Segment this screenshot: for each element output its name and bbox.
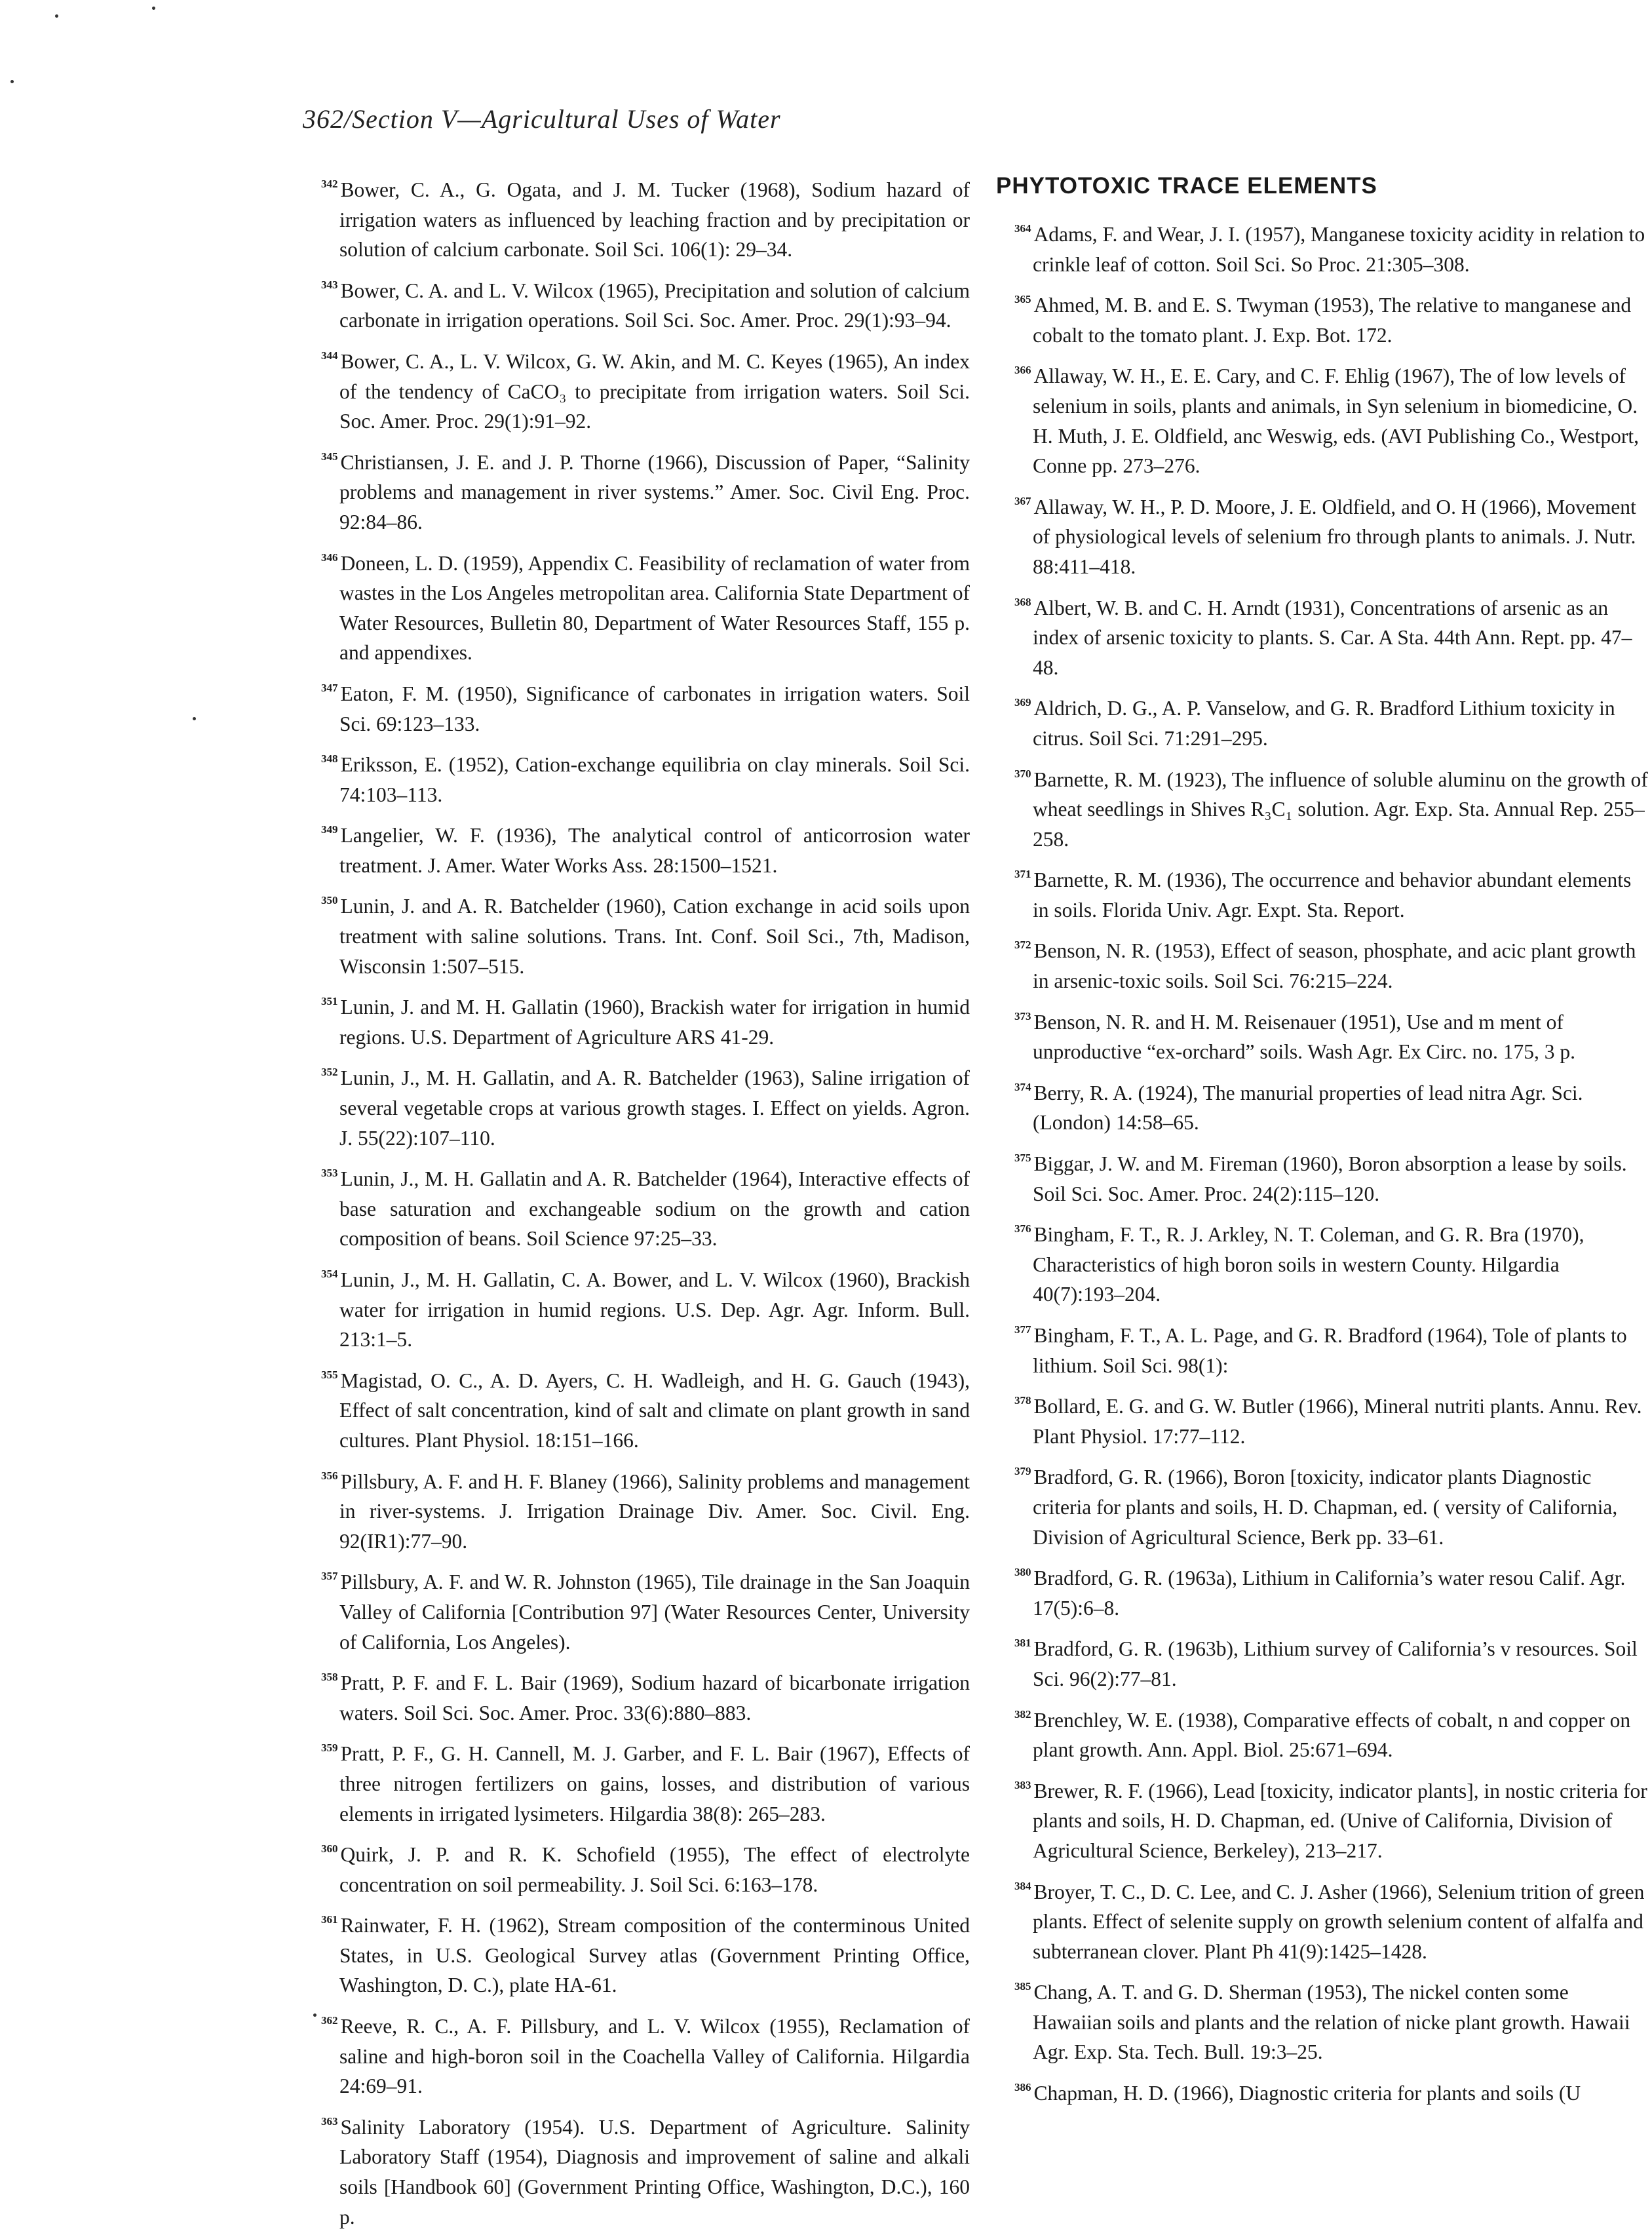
reference-text: Barnette, R. M. (1923), The influence of soluble aluminu on the growth of wheat seedlings in Shives R₃C₁ solution. Agr. Exp. Sta. Annual Rep. 255–258. bbox=[1033, 768, 1648, 851]
reference-number: 363 bbox=[321, 2114, 338, 2128]
left-column bbox=[303, 169, 970, 2237]
reference-text: Aldrich, D. G., A. P. Vanselow, and G. R. Bradford Lithium toxicity in citrus. Soil Sci. 71:291–295. bbox=[1033, 697, 1615, 750]
reference-text: Pillsbury, A. F. and H. F. Blaney (1966), Salinity problems and management in river-systems. J. Irrigation Drainage Div. Amer. Soc. Civil. Eng. 92(IR1):77–90. bbox=[339, 1469, 970, 1553]
reference-number: 373 bbox=[1014, 1009, 1031, 1022]
reference-entry bbox=[1014, 1002, 1652, 1067]
reference-entry bbox=[321, 815, 970, 880]
reference-number: 366 bbox=[1014, 364, 1031, 377]
reference-text: Allaway, W. H., P. D. Moore, J. E. Oldfield, and O. H (1966), Movement of physiological levels of selenium fro through plants to animals. J. Nutr. 88:411–418. bbox=[1033, 495, 1636, 578]
reference-entry bbox=[321, 270, 970, 336]
reference-entry bbox=[321, 442, 970, 537]
reference-number: 344 bbox=[321, 349, 338, 362]
reference-number: 343 bbox=[321, 278, 338, 291]
reference-entry bbox=[321, 1733, 970, 1829]
reference-number: 385 bbox=[1014, 1980, 1031, 1993]
reference-entry bbox=[1014, 859, 1652, 925]
reference-entry bbox=[1014, 1700, 1652, 1765]
reference-entry bbox=[1014, 1557, 1652, 1623]
reference-entry bbox=[321, 673, 970, 739]
reference-number: 353 bbox=[321, 1167, 338, 1180]
reference-entry bbox=[321, 2107, 970, 2232]
reference-number: 350 bbox=[321, 894, 338, 907]
reference-entry bbox=[1014, 1770, 1652, 1866]
reference-number: 342 bbox=[321, 178, 338, 190]
reference-entry bbox=[1014, 1871, 1652, 1967]
reference-number: 371 bbox=[1014, 868, 1031, 881]
reference-text: Doneen, L. D. (1959), Appendix C. Feasibility of reclamation of water from wastes in the Los Angeles metropolitan area. California State Department of Water Resources, Bulletin 80, Department of Water Resources Staff, 155 p. and appendixes. bbox=[339, 551, 970, 665]
scan-speck bbox=[10, 80, 14, 83]
reference-entry bbox=[321, 341, 970, 437]
reference-number: 356 bbox=[321, 1469, 338, 1482]
reference-number: 354 bbox=[321, 1268, 338, 1280]
section-title: PHYTOTOXIC TRACE ELEMENTS bbox=[996, 173, 1377, 199]
reference-text: Lunin, J. and M. H. Gallatin (1960), Brackish water for irrigation in humid regions. U.S. Department of Agriculture ARS 41-29. bbox=[339, 996, 970, 1049]
reference-number: 348 bbox=[321, 752, 338, 766]
reference-number: 362 bbox=[321, 2014, 338, 2027]
reference-entry bbox=[1014, 930, 1652, 996]
reference-number: 351 bbox=[321, 995, 338, 1008]
reference-entry bbox=[321, 169, 970, 265]
reference-number: 360 bbox=[321, 1842, 338, 1856]
reference-entry bbox=[1014, 284, 1652, 350]
reference-number: 358 bbox=[321, 1671, 338, 1684]
reference-text: Albert, W. B. and C. H. Arndt (1931), Concentrations of arsenic as an index of arsenic toxicity to plants. S. Car. A Sta. 44th Ann. Rept. pp. 47–48. bbox=[1033, 596, 1632, 679]
reference-number: 369 bbox=[1014, 696, 1031, 709]
reference-text: Broyer, T. C., D. C. Lee, and C. J. Asher (1966), Selenium trition of green plants. Effect of selenite supply on growth selenium content of alfalfa and subterranean clover. Plant Ph 41(9):1425–1428. bbox=[1033, 1880, 1645, 1963]
reference-text: Ahmed, M. B. and E. S. Twyman (1953), The relative to manganese and cobalt to the tomato plant. J. Exp. Bot. 172. bbox=[1033, 294, 1632, 347]
reference-text: Magistad, O. C., A. D. Ayers, C. H. Wadleigh, and H. G. Gauch (1943), Effect of salt concentration, kind of salt and climate on plant growth in sand cultures. Plant Physiol. 18:151–166. bbox=[339, 1369, 970, 1452]
reference-number: 384 bbox=[1014, 1879, 1031, 1892]
reference-number: 379 bbox=[1014, 1465, 1031, 1478]
reference-entry bbox=[1014, 587, 1652, 683]
reference-number: 378 bbox=[1014, 1394, 1031, 1407]
reference-number: 382 bbox=[1014, 1707, 1031, 1721]
reference-entry bbox=[1014, 214, 1652, 279]
reference-entry bbox=[321, 1360, 970, 1456]
reference-text: Bower, C. A., L. V. Wilcox, G. W. Akin, and M. C. Keyes (1965), An index of the tendency of CaCO₃ to precipitate from irrigation waters. Soil Sci. Soc. Amer. Proc. 29(1):91–92. bbox=[339, 349, 970, 433]
reference-text: Pratt, P. F., G. H. Cannell, M. J. Garber, and F. L. Bair (1967), Effects of three nitrogen fertilizers on gains, losses, and distribution of various elements in irrigated lysimeters. Hilgardia 38(8): 265–283. bbox=[339, 1742, 970, 1825]
reference-number: 377 bbox=[1014, 1323, 1031, 1336]
reference-entry bbox=[321, 1158, 970, 1254]
reference-number: 361 bbox=[321, 1913, 338, 1926]
reference-number: 375 bbox=[1014, 1152, 1031, 1165]
reference-text: Lunin, J. and A. R. Batchelder (1960), Cation exchange in acid soils upon treatment with saline solutions. Trans. Int. Conf. Soil Sci., 7th, Madison, Wisconsin 1:507–515. bbox=[339, 895, 970, 978]
reference-text: Allaway, W. H., E. E. Cary, and C. F. Ehlig (1967), The of low levels of selenium in soils, plants and animals, in Syn selenium in biomedicine, O. H. Muth, J. E. Oldfield, anc Weswig, eds. (AVI Publishing Co., Westport, Conne pp. 273–276. bbox=[1033, 364, 1640, 478]
right-column bbox=[996, 169, 1652, 2114]
scan-speck bbox=[152, 7, 155, 10]
reference-entry bbox=[321, 543, 970, 668]
reference-entry bbox=[321, 885, 970, 981]
reference-number: 383 bbox=[1014, 1778, 1031, 1791]
reference-text: Bingham, F. T., A. L. Page, and G. R. Bradford (1964), Tole of plants to lithium. Soil Sci. 98(1): bbox=[1033, 1324, 1627, 1377]
reference-text: Bradford, G. R. (1966), Boron [toxicity, indicator plants Diagnostic criteria for plants and soils, H. D. Chapman, ed. ( versity of California, Division of Agricultural Science, Berk pp. 33–61. bbox=[1033, 1466, 1618, 1549]
reference-entry bbox=[1014, 486, 1652, 582]
reference-text: Christiansen, J. E. and J. P. Thorne (1966), Discussion of Paper, “Salinity problems and management in river systems.” Amer. Soc. Civil Eng. Proc. 92:84–86. bbox=[339, 450, 970, 534]
reference-entry bbox=[321, 1834, 970, 1899]
reference-text: Salinity Laboratory (1954). U.S. Department of Agriculture. Salinity Laboratory Staff (1954), Diagnosis and improvement of saline and alkali soils [Handbook 60] (Government Printing Office, Washington, D.C.), 160 p. bbox=[339, 2115, 970, 2228]
reference-number: 365 bbox=[1014, 293, 1031, 306]
reference-entry bbox=[1014, 2072, 1652, 2109]
reference-text: Brewer, R. F. (1966), Lead [toxicity, indicator plants], in nostic criteria for plants and soils, H. D. Chapman, ed. (Unive of California, Division of Agricultural Science, Berkeley), 213–217. bbox=[1033, 1779, 1647, 1862]
reference-text: Bollard, E. G. and G. W. Butler (1966), Mineral nutriti plants. Annu. Rev. Plant Physiol. 17:77–112. bbox=[1033, 1395, 1642, 1448]
reference-text: Pillsbury, A. F. and W. R. Johnston (1965), Tile drainage in the San Joaquin Valley of California [Contribution 97] (Water Resources Center, University of California, Los Angeles). bbox=[339, 1570, 970, 1654]
reference-entry bbox=[1014, 355, 1652, 480]
reference-text: Eaton, F. M. (1950), Significance of carbonates in irrigation waters. Soil Sci. 69:123–133. bbox=[339, 682, 970, 735]
reference-text: Eriksson, E. (1952), Cation-exchange equilibria on clay minerals. Soil Sci. 74:103–113. bbox=[339, 753, 970, 806]
reference-number: 370 bbox=[1014, 767, 1031, 780]
reference-text: Rainwater, F. H. (1962), Stream composition of the conterminous United States, in U.S. Geological Survey atlas (Government Printing Office, Washington, D. C.), plate HA-61. bbox=[339, 1914, 970, 1997]
reference-text: Bower, C. A. and L. V. Wilcox (1965), Precipitation and solution of calcium carbonate in irrigation operations. Soil Sci. Soc. Amer. Proc. 29(1):93–94. bbox=[339, 279, 970, 332]
reference-entry bbox=[1014, 688, 1652, 753]
reference-number: 380 bbox=[1014, 1566, 1031, 1579]
reference-entry bbox=[1014, 1072, 1652, 1138]
reference-entry bbox=[321, 986, 970, 1052]
page-header: 362/Section V—Agricultural Uses of Water bbox=[303, 104, 781, 134]
reference-entry bbox=[1014, 1628, 1652, 1694]
reference-text: Langelier, W. F. (1936), The analytical control of anticorrosion water treatment. J. Amer. Water Works Ass. 28:1500–1521. bbox=[339, 824, 970, 877]
reference-text: Biggar, J. W. and M. Fireman (1960), Boron absorption a lease by soils. Soil Sci. Soc. Amer. Proc. 24(2):115–120. bbox=[1033, 1152, 1627, 1205]
reference-text: Pratt, P. F. and F. L. Bair (1969), Sodium hazard of bicarbonate irrigation waters. Soil Sci. Soc. Amer. Proc. 33(6):880–883. bbox=[339, 1671, 970, 1724]
reference-number: 355 bbox=[321, 1368, 338, 1381]
reference-number: 364 bbox=[1014, 222, 1031, 235]
reference-text: Lunin, J., M. H. Gallatin, and A. R. Batchelder (1963), Saline irrigation of several vegetable crops at various growth stages. I. Effect on yields. Agron. J. 55(22):107–110. bbox=[339, 1066, 970, 1150]
reference-text: Berry, R. A. (1924), The manurial properties of lead nitra Agr. Sci. (London) 14:58–65. bbox=[1033, 1081, 1583, 1135]
reference-entry bbox=[1014, 1214, 1652, 1310]
reference-text: Barnette, R. M. (1936), The occurrence and behavior abundant elements in soils. Florida Univ. Agr. Expt. Sta. Report. bbox=[1033, 868, 1632, 922]
reference-text: Benson, N. R. (1953), Effect of season, phosphate, and acic plant growth in arsenic-toxic soils. Soil Sci. 76:215–224. bbox=[1033, 939, 1636, 993]
reference-number: 352 bbox=[321, 1066, 338, 1079]
reference-text: Lunin, J., M. H. Gallatin, C. A. Bower, and L. V. Wilcox (1960), Brackish water for irrigation in humid regions. U.S. Dep. Agr. Agr. Inform. Bull. 213:1–5. bbox=[339, 1268, 970, 1352]
reference-text: Chang, A. T. and G. D. Sherman (1953), The nickel conten some Hawaiian soils and plants and the relation of nicke plant growth. Hawaii Agr. Exp. Sta. Tech. Bull. 19:3–25. bbox=[1033, 1981, 1630, 2064]
reference-text: Lunin, J., M. H. Gallatin and A. R. Batchelder (1964), Interactive effects of base saturation and exchangeable sodium on the growth and cation composition of beans. Soil Science 97:25–33. bbox=[339, 1167, 970, 1251]
reference-number: 381 bbox=[1014, 1637, 1031, 1650]
reference-text: Chapman, H. D. (1966), Diagnostic criteria for plants and soils (U bbox=[1033, 2082, 1581, 2105]
reference-text: Brenchley, W. E. (1938), Comparative effects of cobalt, n and copper on plant growth. Ann. Appl. Biol. 25:671–694. bbox=[1033, 1708, 1631, 1762]
reference-number: 359 bbox=[321, 1741, 338, 1755]
reference-entry bbox=[321, 2006, 970, 2101]
reference-text: Bradford, G. R. (1963b), Lithium survey of California’s v resources. Soil Sci. 96(2):77–81. bbox=[1033, 1637, 1638, 1690]
reference-entry bbox=[1014, 1386, 1652, 1451]
reference-entry bbox=[321, 1057, 970, 1153]
reference-number: 357 bbox=[321, 1570, 338, 1583]
reference-entry bbox=[1014, 1972, 1652, 2067]
reference-list bbox=[996, 214, 1652, 2109]
reference-entry bbox=[1014, 759, 1652, 855]
reference-entry bbox=[321, 1561, 970, 1657]
reference-number: 367 bbox=[1014, 494, 1031, 507]
reference-entry bbox=[321, 1461, 970, 1557]
reference-number: 349 bbox=[321, 823, 338, 836]
scan-speck bbox=[55, 14, 58, 18]
reference-text: Reeve, R. C., A. F. Pillsbury, and L. V. Wilcox (1955), Reclamation of saline and high-boron soil in the Coachella Valley of California. Hilgardia 24:69–91. bbox=[339, 2015, 970, 2098]
reference-number: 372 bbox=[1014, 939, 1031, 952]
reference-number: 346 bbox=[321, 551, 338, 564]
reference-text: Benson, N. R. and H. M. Reisenauer (1951), Use and m ment of unproductive “ex-orchard” soils. Wash Agr. Ex Circ. no. 175, 3 p. bbox=[1033, 1010, 1575, 1064]
reference-number: 368 bbox=[1014, 595, 1031, 608]
reference-text: Quirk, J. P. and R. K. Schofield (1955), The effect of electrolyte concentration on soil permeability. J. Soil Sci. 6:163–178. bbox=[339, 1843, 970, 1896]
reference-entry bbox=[1014, 1456, 1652, 1552]
reference-number: 376 bbox=[1014, 1222, 1031, 1235]
reference-text: Bradford, G. R. (1963a), Lithium in California’s water resou Calif. Agr. 17(5):6–8. bbox=[1033, 1566, 1626, 1620]
reference-number: 386 bbox=[1014, 2081, 1031, 2094]
reference-entry bbox=[321, 1259, 970, 1355]
reference-entry bbox=[321, 1662, 970, 1728]
reference-text: Adams, F. and Wear, J. I. (1957), Manganese toxicity acidity in relation to crinkle leaf of cotton. Soil Sci. So Proc. 21:305–308. bbox=[1033, 223, 1645, 276]
reference-entry bbox=[1014, 1143, 1652, 1209]
reference-text: Bingham, F. T., R. J. Arkley, N. T. Coleman, and G. R. Bra (1970), Characteristics of high boron soils in western County. Hilgardia 40(7):193–204. bbox=[1033, 1223, 1585, 1306]
reference-text: Bower, C. A., G. Ogata, and J. M. Tucker (1968), Sodium hazard of irrigation waters as influenced by leaching fraction and by precipitation or solution of calcium carbonate. Soil Sci. 106(1): 29–34. bbox=[339, 178, 970, 262]
scan-speck bbox=[193, 717, 196, 720]
reference-entry bbox=[321, 1905, 970, 2000]
reference-number: 374 bbox=[1014, 1080, 1031, 1093]
reference-number: 347 bbox=[321, 681, 338, 694]
reference-entry bbox=[1014, 1315, 1652, 1380]
reference-entry bbox=[321, 744, 970, 809]
reference-number: 345 bbox=[321, 450, 338, 463]
